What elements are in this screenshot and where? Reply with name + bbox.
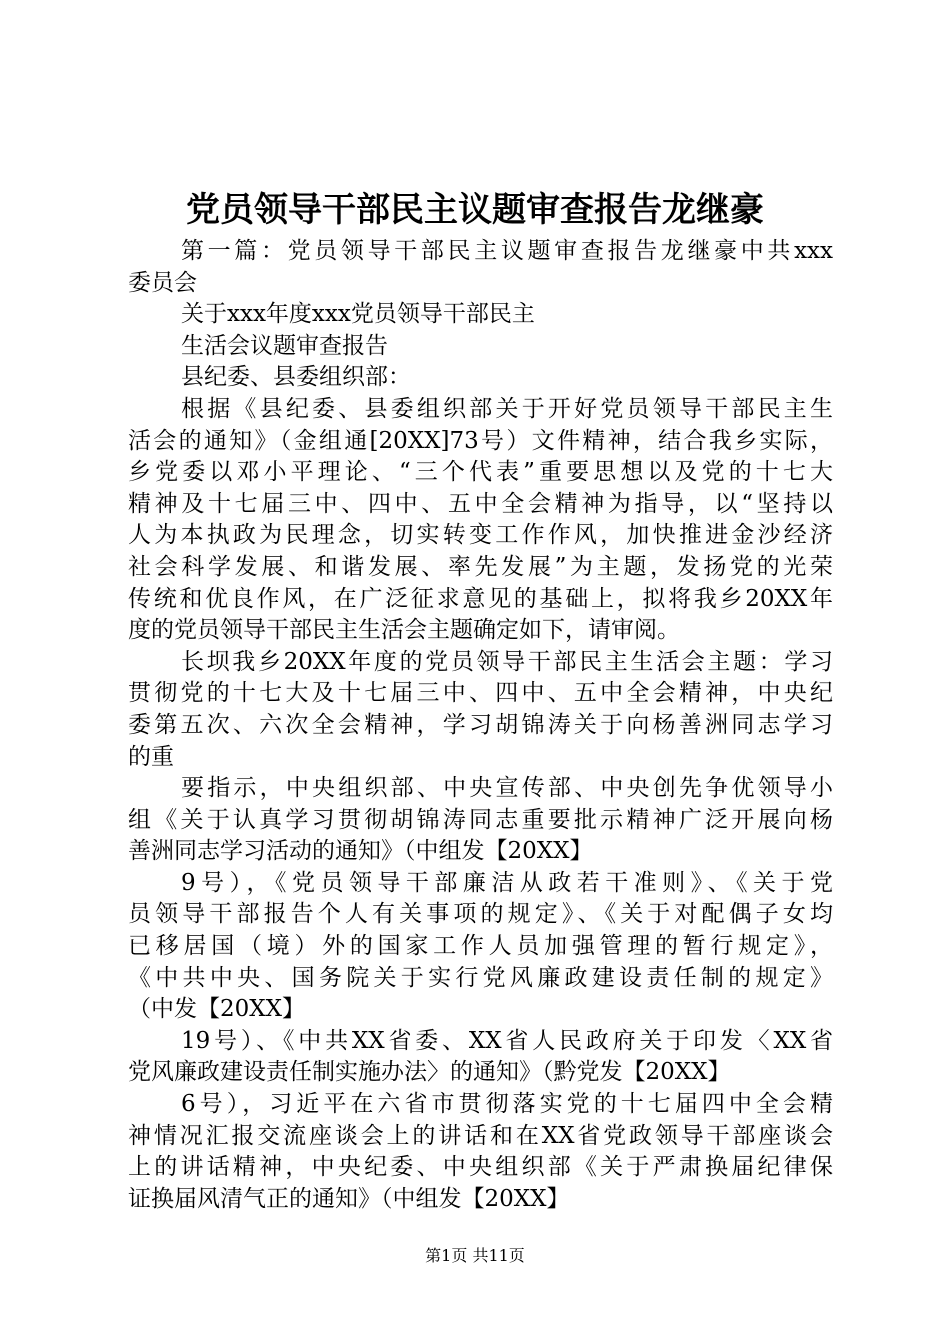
document-title: 党员领导干部民主议题审查报告龙继豪 (186, 190, 764, 230)
body-line: 19号）、《中共XX省委、XX省人民政府关于印发〈XX省 (181, 1027, 833, 1054)
body-line: 精神及十七届三中、四中、五中全会精神为指导，以“坚持以 (128, 490, 833, 517)
body-line: 社会科学发展、和谐发展、率先发展”为主题，发扬党的光荣 (128, 553, 833, 580)
body-line: 的重 (128, 743, 174, 770)
body-line: 上的讲话精神，中央纪委、中央组织部《关于严肃换届纪律保 (128, 1154, 833, 1181)
body-line: 要指示，中央组织部、中央宣传部、中央创先争优领导小 (181, 775, 833, 802)
body-line: 委员会 (128, 269, 197, 296)
body-line: 《中共中央、国务院关于实行党风廉政建设责任制的规定》 (128, 964, 833, 991)
body-line: 6号），习近平在六省市贯彻落实党的十七届四中全会精 (181, 1091, 833, 1118)
body-line: 关于xxx年度xxx党员领导干部民主 (181, 301, 535, 328)
body-line: 第一篇：党员领导干部民主议题审查报告龙继豪中共xxx (181, 238, 833, 264)
body-line: （中发【20XX】 (128, 996, 306, 1023)
body-line: 生活会议题审查报告 (181, 332, 388, 359)
body-line: 人为本执政为民理念，切实转变工作作风，加快推进金沙经济 (128, 522, 833, 549)
document-body (128, 236, 833, 1215)
body-line: 神情况汇报交流座谈会上的讲话和在XX省党政领导干部座谈会 (128, 1122, 833, 1149)
body-line: 9号），《党员领导干部廉洁从政若干准则》、《关于党 (181, 869, 833, 896)
body-line: 善洲同志学习活动的通知》（中组发【20XX】 (128, 838, 593, 865)
page-footer: 第1页 共11页 (425, 1246, 525, 1265)
body-line: 贯彻党的十七大及十七届三中、四中、五中全会精神，中央纪 (128, 680, 833, 707)
body-line: 委第五次、六次全会精神，学习胡锦涛关于向杨善洲同志学习 (128, 711, 833, 738)
body-line: 活会的通知》（金组通[20XX]73号）文件精神，结合我乡实际， (128, 427, 833, 454)
body-line: 根据《县纪委、县委组织部关于开好党员领导干部民主生 (181, 395, 833, 422)
body-line: 度的党员领导干部民主生活会主题确定如下，请审阅。 (128, 617, 680, 644)
body-line: 党风廉政建设责任制实施办法〉的通知》（黔党发【20XX】 (128, 1059, 731, 1086)
body-line: 传统和优良作风，在广泛征求意见的基础上，拟将我乡20XX年 (128, 585, 833, 612)
body-line: 证换届风清气正的通知》（中组发【20XX】 (128, 1185, 570, 1212)
body-line: 组《关于认真学习贯彻胡锦涛同志重要批示精神广泛开展向杨 (128, 806, 833, 833)
body-line: 长坝我乡20XX年度的党员领导干部民主生活会主题：学习 (181, 648, 833, 675)
body-line: 已移居国（境）外的国家工作人员加强管理的暂行规定》， (128, 933, 833, 960)
body-line: 员领导干部报告个人有关事项的规定》、《关于对配偶子女均 (128, 901, 833, 928)
body-line: 乡党委以邓小平理论、“三个代表”重要思想以及党的十七大 (128, 459, 833, 486)
body-line: 县纪委、县委组织部： (181, 364, 411, 391)
